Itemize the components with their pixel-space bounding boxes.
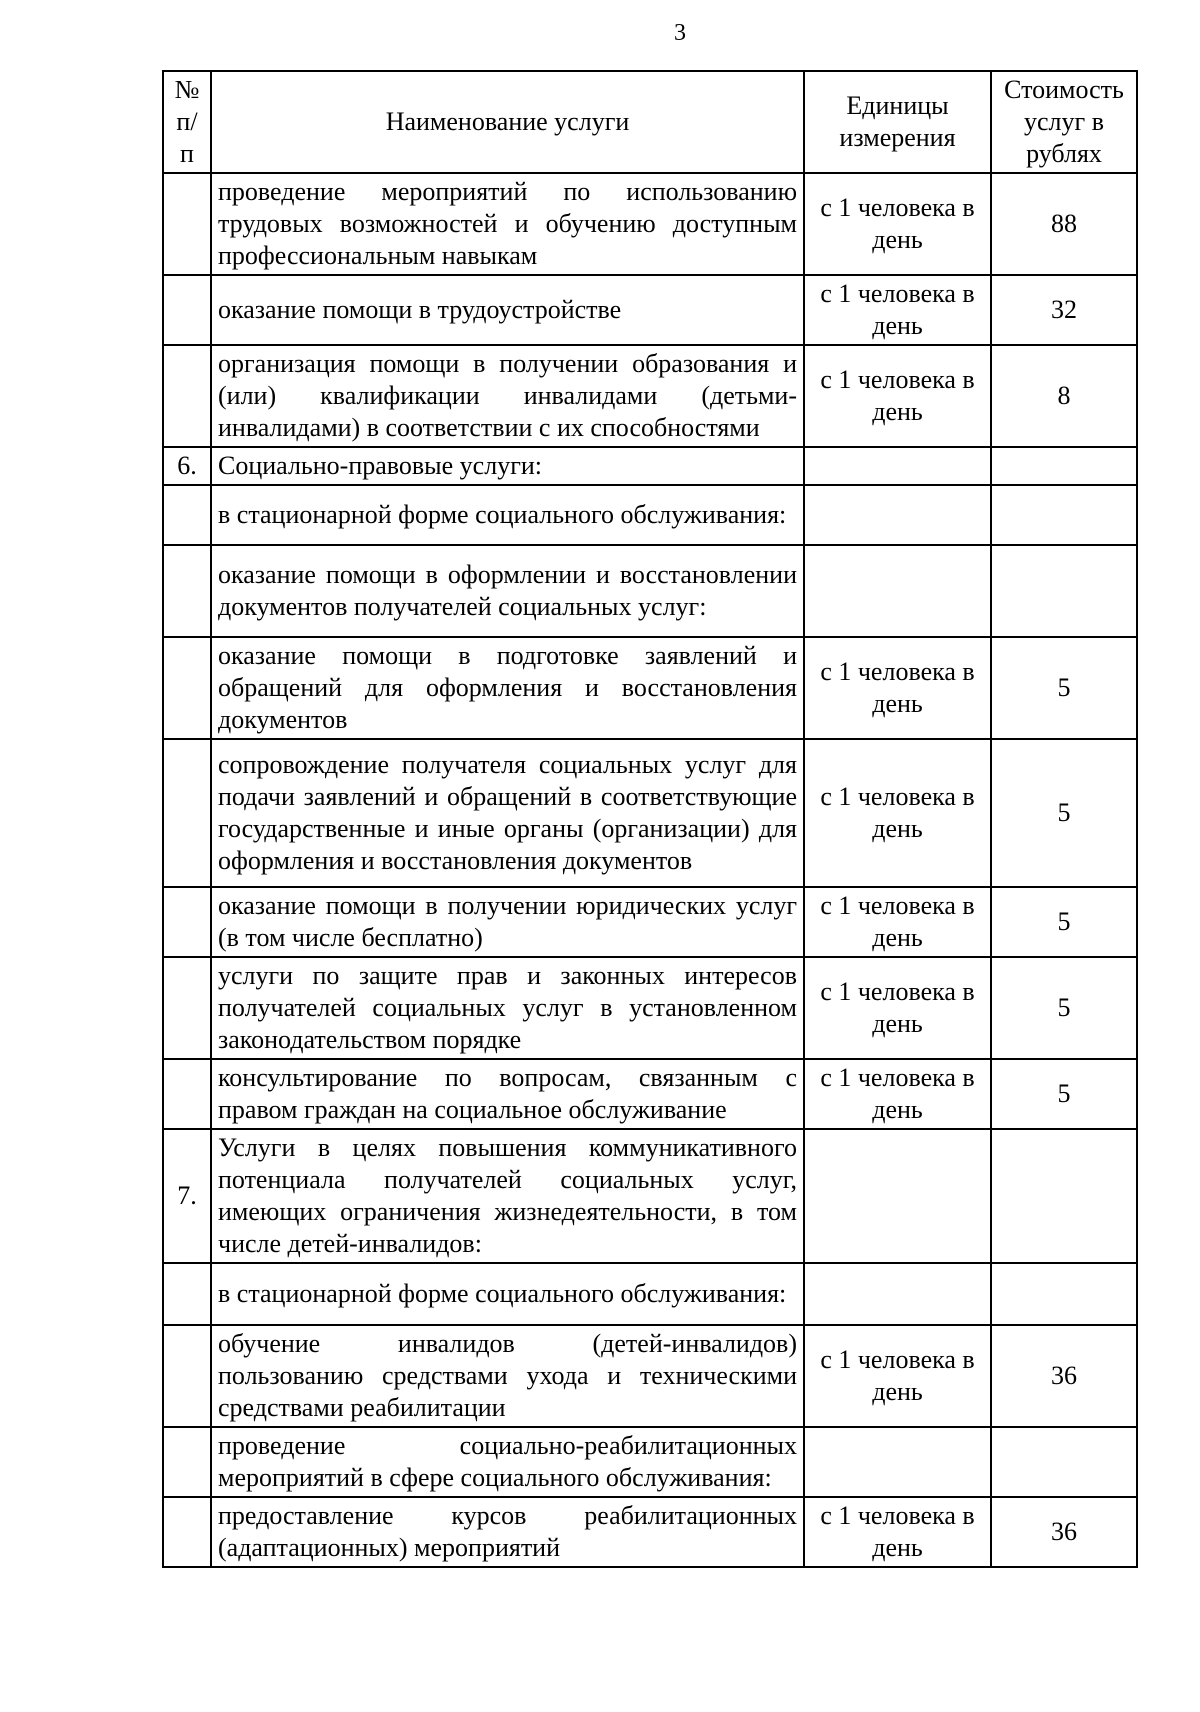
row-cost [991,1427,1137,1497]
row-service-name: организация помощи в получении образования и (или) квалификации инвалидами (детьми-инвалидами) в соответствии с их способностями [211,345,804,447]
row-service-name: Услуги в целях повышения коммуникативного потенциала получателей социальных услуг, имеющих ограничения жизнедеятельности, в том числе детей-инвалидов: [211,1129,804,1263]
row-number [163,545,211,637]
table-row [163,275,1137,345]
row-service-name: сопровождение получателя социальных услуг для подачи заявлений и обращений в соответствующие государственные и иные органы (организации) для оформления и восстановления документов [211,739,804,887]
row-service-name: консультирование по вопросам, связанным с правом граждан на социальное обслуживание [211,1059,804,1129]
row-unit: с 1 человека в день [804,739,991,887]
table-row [163,887,1137,957]
row-number [163,1427,211,1497]
row-unit: с 1 человека в день [804,1325,991,1427]
header-number: № п/п [163,71,211,173]
row-cost [991,447,1137,485]
row-cost: 32 [991,275,1137,345]
row-cost: 5 [991,739,1137,887]
table-row [163,1263,1137,1325]
row-unit [804,1263,991,1325]
row-cost [991,1129,1137,1263]
row-cost: 5 [991,957,1137,1059]
row-unit: с 1 человека в день [804,345,991,447]
row-service-name: оказание помощи в оформлении и восстановлении документов получателей социальных услуг: [211,545,804,637]
row-number: 6. [163,447,211,485]
table-row [163,545,1137,637]
row-service-name: в стационарной форме социального обслуживания: [211,485,804,545]
row-unit: с 1 человека в день [804,957,991,1059]
row-service-name: оказание помощи в подготовке заявлений и обращений для оформления и восстановления документов [211,637,804,739]
row-service-name: оказание помощи в получении юридических услуг (в том числе бесплатно) [211,887,804,957]
row-number [163,887,211,957]
row-number [163,739,211,887]
row-service-name: Социально-правовые услуги: [211,447,804,485]
row-number [163,275,211,345]
row-cost [991,485,1137,545]
row-unit: с 1 человека в день [804,275,991,345]
row-service-name: оказание помощи в трудоустройстве [211,275,804,345]
row-number [163,1325,211,1427]
row-cost: 8 [991,345,1137,447]
row-service-name: в стационарной форме социального обслуживания: [211,1263,804,1325]
row-unit: с 1 человека в день [804,1497,991,1567]
row-cost [991,545,1137,637]
table-row [163,1427,1137,1497]
row-cost: 36 [991,1325,1137,1427]
row-unit: с 1 человека в день [804,637,991,739]
table-row [163,447,1137,485]
row-number [163,1497,211,1567]
row-unit [804,545,991,637]
row-cost: 5 [991,637,1137,739]
table-row [163,173,1137,275]
table-row [163,1497,1137,1567]
row-unit: с 1 человека в день [804,173,991,275]
row-number: 7. [163,1129,211,1263]
row-unit [804,1129,991,1263]
page-number: 3 [674,20,686,46]
table-row [163,637,1137,739]
services-price-table [162,70,1138,1568]
row-number [163,1263,211,1325]
row-number [163,485,211,545]
row-cost [991,1263,1137,1325]
row-unit [804,485,991,545]
table-row [163,1129,1137,1263]
table-row [163,739,1137,887]
row-number [163,957,211,1059]
header-unit: Единицы измерения [804,71,991,173]
row-unit: с 1 человека в день [804,1059,991,1129]
row-service-name: обучение инвалидов (детей-инвалидов) пользованию средствами ухода и техническими средствами реабилитации [211,1325,804,1427]
row-cost: 36 [991,1497,1137,1567]
header-service-name: Наименование услуги [211,71,804,173]
table-row [163,485,1137,545]
row-service-name: услуги по защите прав и законных интересов получателей социальных услуг в установленном законодательством порядке [211,957,804,1059]
row-unit: с 1 человека в день [804,887,991,957]
row-unit [804,1427,991,1497]
row-service-name: предоставление курсов реабилитационных (адаптационных) мероприятий [211,1497,804,1567]
table-row [163,1325,1137,1427]
table-row [163,1059,1137,1129]
row-number [163,173,211,275]
table-row [163,957,1137,1059]
row-cost: 5 [991,1059,1137,1129]
row-service-name: проведение социально-реабилитационных мероприятий в сфере социального обслуживания: [211,1427,804,1497]
row-service-name: проведение мероприятий по использованию трудовых возможностей и обучению доступным профессиональным навыкам [211,173,804,275]
table-row [163,345,1137,447]
table-header-row [163,71,1137,173]
row-unit [804,447,991,485]
row-cost: 5 [991,887,1137,957]
row-number [163,1059,211,1129]
row-number [163,345,211,447]
row-number [163,637,211,739]
row-cost: 88 [991,173,1137,275]
header-cost: Стоимость услуг в рублях [991,71,1137,173]
